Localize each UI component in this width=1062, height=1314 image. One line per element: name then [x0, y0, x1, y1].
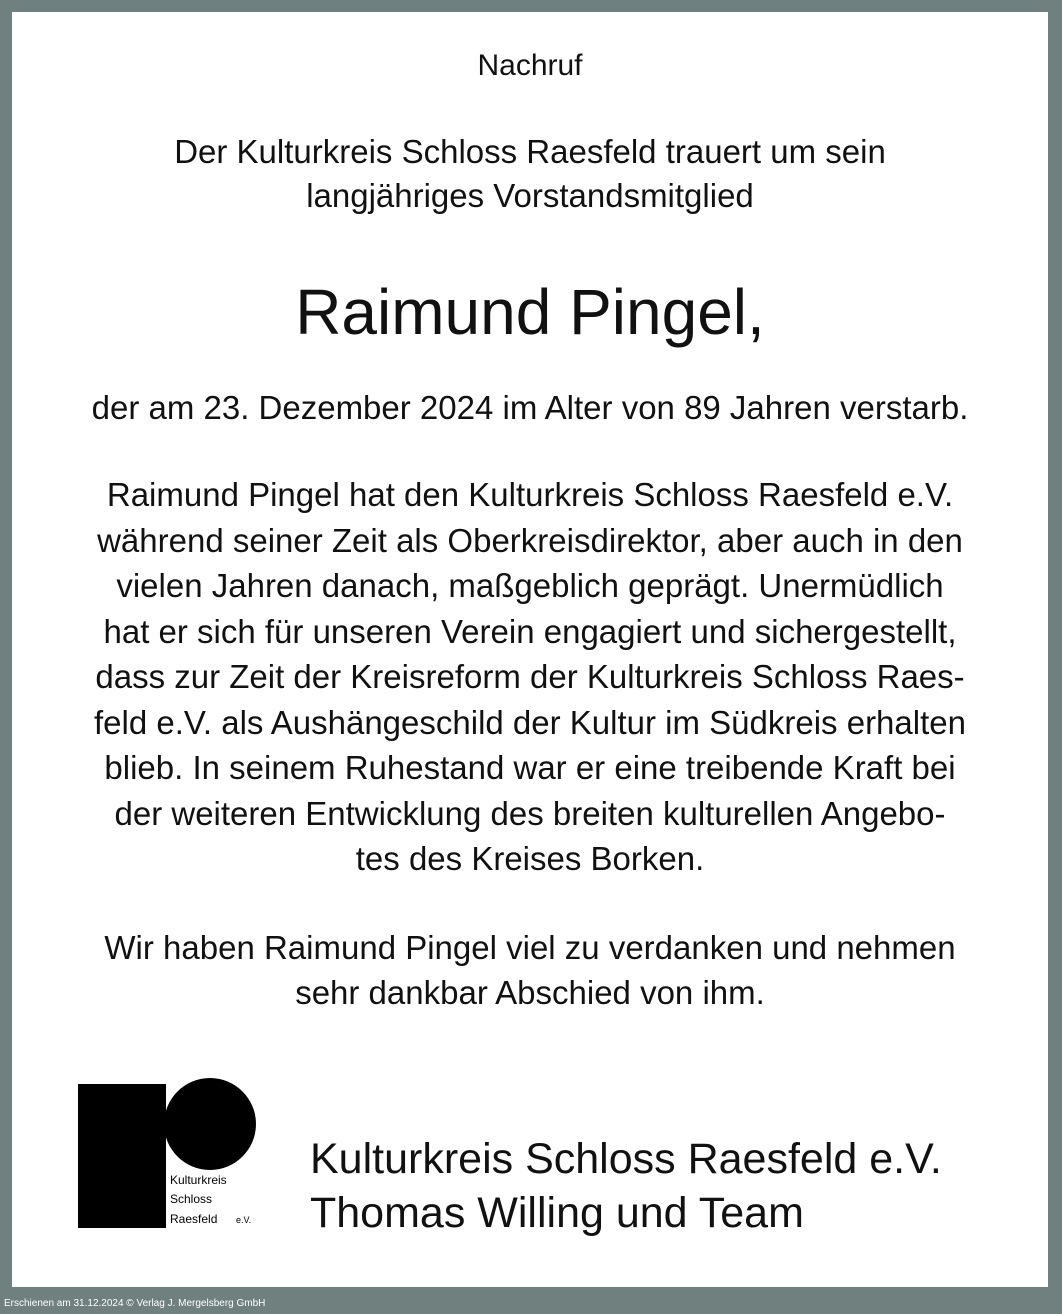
tribute-line: feld e.V. als Aushängeschild der Kultur im Südkreis erhalten	[94, 703, 966, 741]
closing-text	[12, 926, 1048, 1015]
intro-text	[12, 130, 1048, 218]
tribute-line: während seiner Zeit als Oberkreisdirektor, aber auch in den	[97, 521, 963, 559]
deceased-name: Raimund Pingel,	[295, 276, 765, 348]
tribute-line: vielen Jahren danach, maßgeblich geprägt. Unermüdlich	[116, 567, 944, 604]
tribute-line: blieb. In seinem Ruhestand war er eine treibende Kraft bei	[104, 749, 956, 786]
closing-line: Wir haben Raimund Pingel viel zu verdanken und nehmen	[104, 929, 956, 966]
logo-text-line: Raesfeld	[170, 1212, 218, 1226]
signature-line: Thomas Willing und Team	[310, 1189, 804, 1237]
tribute-text	[12, 472, 1048, 882]
obituary-card	[12, 12, 1048, 1287]
tribute-line: dass zur Zeit der Kreisreform der Kulturkreis Schloss Raes-	[95, 658, 965, 695]
logo-suffix: e.V.	[236, 1215, 252, 1225]
logo-graphic	[78, 1078, 268, 1238]
intro-line: langjähriges Vorstandsmitglied	[306, 177, 754, 214]
tribute-line: Raimund Pingel hat den Kulturkreis Schloss Raesfeld e.V.	[106, 476, 954, 513]
logo-text-line: Kulturkreis	[170, 1173, 227, 1187]
notice-heading: Nachruf	[477, 49, 583, 82]
kulturkreis-logo-icon	[78, 1078, 268, 1238]
publication-note: Erschienen am 31.12.2024 © Verlag J. Mergelsberg GmbH	[4, 1298, 266, 1309]
tribute-line: der weiteren Entwicklung des breiten kulturellen Angebo-	[114, 794, 946, 832]
logo-bar	[78, 1084, 166, 1228]
tribute-line: tes des Kreises Borken.	[355, 840, 705, 877]
logo-dot	[164, 1078, 256, 1170]
logo-text-line: Schloss	[170, 1192, 213, 1206]
intro-line: Der Kulturkreis Schloss Raesfeld trauert um sein	[174, 133, 886, 170]
death-line: der am 23. Dezember 2024 im Alter von 89 Jahren verstarb.	[91, 389, 969, 426]
tribute-line: hat er sich für unseren Verein engagiert und sichergestellt,	[103, 612, 957, 650]
signature-line: Kulturkreis Schloss Raesfeld e.V.	[310, 1135, 942, 1183]
closing-line: sehr dankbar Abschied von ihm.	[295, 973, 765, 1011]
signature-block	[310, 1132, 942, 1240]
